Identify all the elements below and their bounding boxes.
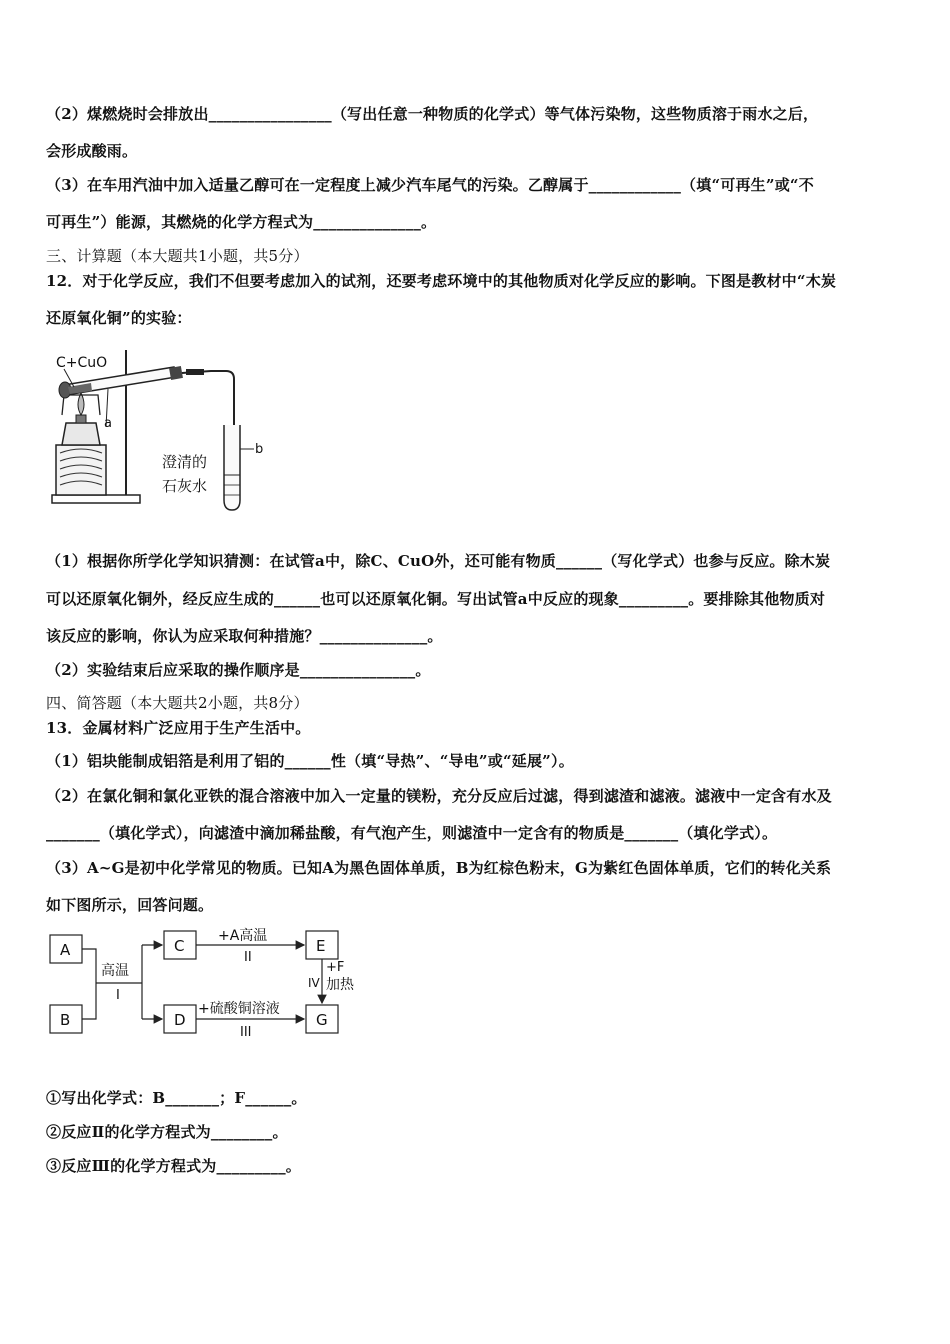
label-lime-1: 澄清的 — [162, 453, 208, 471]
cond-II-top: +A高温 — [218, 928, 268, 944]
test-tube-a — [59, 367, 176, 398]
section4-heading: 四、简答题（本大题共2小题，共8分） — [46, 694, 309, 712]
q11-p2-line2: 会形成酸雨。 — [46, 142, 138, 160]
cond-IV-bottom: 加热 — [326, 977, 354, 993]
label-a: a — [104, 416, 112, 431]
cond-I-num: I — [116, 988, 120, 1003]
q13-p2-line2: _______（填化学式），向滤渣中滴加稀盐酸，有气泡产生，则滤渣中一定含有的物质是_______（填化学式）。 — [46, 824, 778, 842]
label-E: E — [316, 937, 326, 955]
q13-p3-line1: （3）A~G是初中化学常见的物质。已知A为黑色固体单质，B为红棕色粉末，G为紫红色固体单质，它们的转化关系 — [46, 859, 832, 877]
q12-stem-line1: 12．对于化学反应，我们不但要考虑加入的试剂，还要考虑环境中的其他物质对化学反应的影响。下图是教材中“木炭 — [46, 272, 837, 290]
label-b: b — [255, 442, 264, 457]
stopper — [169, 366, 183, 380]
cond-III-num: III — [240, 1025, 252, 1040]
q12-stem-line2: 还原氧化铜”的实验： — [46, 309, 192, 327]
label-G: G — [316, 1011, 328, 1029]
q13-s1: ①写出化学式：B_______；F______。 — [46, 1089, 307, 1107]
apparatus-figure — [46, 345, 276, 515]
q13-p1: （1）铝块能制成铝箔是利用了铝的______性（填“导热”、“导电”或“延展”）。 — [46, 752, 574, 770]
cond-IV-num: IV — [308, 976, 320, 990]
wood-block — [56, 445, 106, 495]
cond-II-num: II — [244, 950, 252, 965]
q11-p2-line1: （2）煤燃烧时会排放出________________（写出任意一种物质的化学式）等气体污染物，这些物质溶于雨水之后， — [46, 105, 819, 123]
q13-p2-line1: （2）在氯化铜和氯化亚铁的混合溶液中加入一定量的镁粉，充分反应后过滤，得到滤渣和滤液。滤液中一定含有水及 — [46, 787, 832, 805]
q12-p2-line1: （2）实验结束后应采取的操作顺序是_______________。 — [46, 661, 431, 679]
q13-s2: ②反应Ⅱ的化学方程式为________。 — [46, 1123, 288, 1141]
q13-p3-line2: 如下图所示，回答问题。 — [46, 896, 214, 914]
q12-p1-line1: （1）根据你所学化学知识猜测：在试管a中，除C、CuO外，还可能有物质______（写化学式）也参与反应。除木炭 — [46, 552, 831, 570]
alcohol-lamp — [62, 393, 100, 445]
label-C: C — [174, 937, 185, 955]
q12-p1-line3: 该反应的影响，你认为应采取何种措施？______________。 — [46, 627, 443, 645]
test-tube-b — [224, 425, 240, 510]
label-B: B — [60, 1011, 71, 1029]
label-D: D — [174, 1011, 186, 1029]
q13-s3: ③反应Ⅲ的化学方程式为_________。 — [46, 1157, 301, 1175]
cond-III-top: +硫酸铜溶液 — [198, 1001, 280, 1017]
q12-p1-line2: 可以还原氧化铜外，经反应生成的______也可以还原氧化铜。写出试管a中反应的现象_________。要排除其他物质对 — [46, 590, 826, 608]
section3-heading: 三、计算题（本大题共1小题，共5分） — [46, 247, 309, 265]
label-A: A — [60, 941, 71, 959]
q11-p3-line2: 可再生”）能源，其燃烧的化学方程式为______________。 — [46, 213, 437, 231]
cond-IV-top: +F — [326, 960, 345, 975]
label-reactants: C+CuO — [56, 355, 108, 371]
q11-p3-line1: （3）在车用汽油中加入适量乙醇可在一定程度上减少汽车尾气的污染。乙醇属于____________（填“可再生”或“不 — [46, 176, 814, 194]
q13-stem: 13．金属材料广泛应用于生产生活中。 — [46, 719, 311, 737]
label-lime-2: 石灰水 — [162, 477, 208, 495]
stand-base — [52, 495, 140, 503]
transformation-diagram — [46, 925, 376, 1045]
cond-I-top: 高温 — [101, 963, 129, 979]
